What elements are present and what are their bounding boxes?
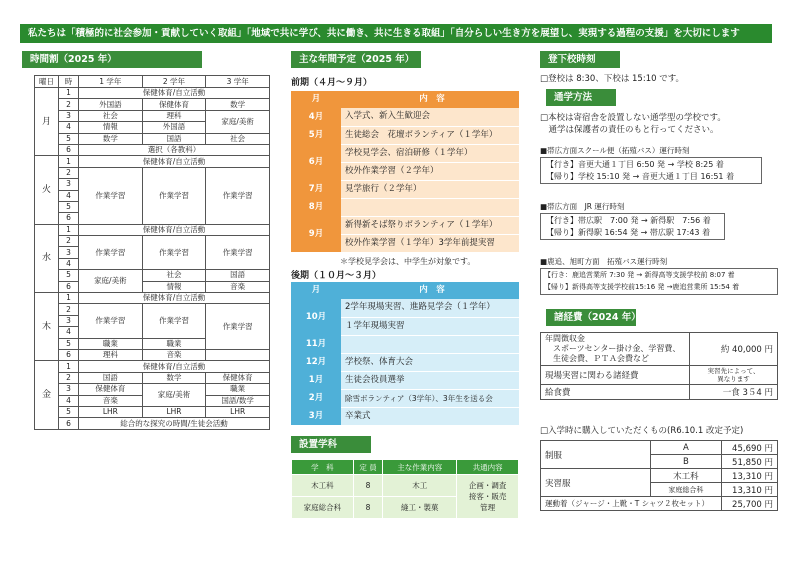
period: 2 xyxy=(59,236,79,247)
plan-item: 新得新そば祭りボランティア（１学年） xyxy=(341,216,519,234)
plan-item: １学年現場実習 xyxy=(341,317,519,335)
period: 2 xyxy=(59,304,79,315)
month: 11月 xyxy=(291,335,341,353)
month: 7月 xyxy=(291,180,341,198)
period: 5 xyxy=(59,201,79,212)
cell: 音楽 xyxy=(206,281,270,292)
header-grade2: 2 学年 xyxy=(142,76,206,88)
fees-title: 諸経費（2024 年） xyxy=(546,309,636,326)
cell: 作業学習 xyxy=(142,236,206,270)
cell: 国語 xyxy=(206,270,270,281)
cell: 保健体育/自立活動 xyxy=(79,88,270,99)
content-header: 内 容 xyxy=(341,282,519,299)
period: 3 xyxy=(59,247,79,258)
bus1-box xyxy=(540,157,762,184)
uniform-a-price: 45,690 円 xyxy=(721,441,777,455)
period: 6 xyxy=(59,349,79,360)
cell: 数学 xyxy=(206,99,270,110)
cell: 作業学習 xyxy=(206,167,270,224)
cell: 社会 xyxy=(79,110,143,121)
workwear-1: 木工科 xyxy=(651,469,722,483)
subj-header: 主な作業内容 xyxy=(383,460,457,475)
cell: 家庭/美術 xyxy=(206,110,270,133)
day-tue: 火 xyxy=(35,156,59,224)
school-times: □登校は 8:30、下校は 15:10 です。 xyxy=(540,74,685,84)
cell: 作業学習 xyxy=(79,167,143,224)
cell: LHR xyxy=(206,406,270,417)
period: 1 xyxy=(59,156,79,167)
cell: 作業学習 xyxy=(79,236,143,270)
plan-early xyxy=(291,91,519,253)
plan-item: 2学年現場実習、進路見学会（１学年） xyxy=(341,299,519,317)
cell: 理科 xyxy=(79,349,143,360)
cell: 音楽 xyxy=(79,395,143,406)
cell: 保健体育 xyxy=(206,372,270,383)
buy-table xyxy=(540,440,778,511)
month: 2月 xyxy=(291,389,341,407)
period: 1 xyxy=(59,224,79,235)
bus2-go: 【行き】帯広駅 7:00 発 → 新得駅 7:56 着 xyxy=(546,216,711,225)
commute-title: 通学方法 xyxy=(546,89,616,106)
month-header: 月 xyxy=(291,91,341,108)
cell xyxy=(206,349,270,360)
bus3-go: 【行き：鹿追営業所 7:30 発 → 新得高等支援学校前 8:07 着 xyxy=(544,271,735,279)
bus2-back: 【帰り】新得駅 16:54 発 → 帯広駅 17:43 着 xyxy=(546,227,711,237)
cell: 理科 xyxy=(142,110,206,121)
period: 2 xyxy=(59,372,79,383)
period: 6 xyxy=(59,281,79,292)
cell: 作業学習 xyxy=(142,304,206,338)
period: 3 xyxy=(59,110,79,121)
day-wed: 水 xyxy=(35,224,59,292)
commute-1: □本校は寄宿舎を設置しない通学型の学校です。 xyxy=(540,113,726,123)
month: 6月 xyxy=(291,144,341,180)
plan-title: 主な年間予定（2025 年） xyxy=(291,51,421,68)
bus1-back: 【帰り】学校 15:10 発 → 音更大通１丁目 16:51 着 xyxy=(546,171,735,181)
plan-item xyxy=(341,198,519,216)
subjects-table xyxy=(291,459,519,519)
cell: 情報 xyxy=(79,122,143,133)
cell: 数学 xyxy=(79,133,143,144)
subj-work: 木工 xyxy=(383,475,457,497)
early-title: 前期（４月～９月） xyxy=(291,78,373,88)
fee-label: 給食費 xyxy=(541,385,690,400)
period: 3 xyxy=(59,179,79,190)
cell: 家庭/美術 xyxy=(142,384,206,407)
cell: 作業学習 xyxy=(206,304,270,350)
period: 4 xyxy=(59,122,79,133)
period: 4 xyxy=(59,395,79,406)
subj-name: 木工科 xyxy=(292,475,354,497)
subj-header: 定 員 xyxy=(353,460,383,475)
header-grade3: 3 学年 xyxy=(206,76,270,88)
header-grade1: 1 学年 xyxy=(79,76,143,88)
plan-item xyxy=(341,335,519,353)
school-title: 登下校時刻 xyxy=(540,51,620,68)
plan-item: 校外作業学習（２学年） xyxy=(341,162,519,180)
cell: 保健体育/自立活動 xyxy=(79,224,270,235)
period: 1 xyxy=(59,88,79,99)
cell: 社会 xyxy=(206,133,270,144)
cell: 職業 xyxy=(142,338,206,349)
cell: 保健体育/自立活動 xyxy=(79,361,270,372)
period: 6 xyxy=(59,213,79,224)
commute-2: 通学は保護者の責任のもと行ってください。 xyxy=(540,125,719,135)
plan-item: 学校見学会、宿泊研修（１学年） xyxy=(341,144,519,162)
period: 5 xyxy=(59,270,79,281)
cell: 選択（各教科） xyxy=(79,144,270,155)
buy-title: □入学時に購入していただくもの(R6.10.1 改定予定) xyxy=(540,426,744,436)
month: 1月 xyxy=(291,371,341,389)
cell: 保健体育/自立活動 xyxy=(79,293,270,304)
fee-value: 実習先によって、 異なります xyxy=(690,366,778,385)
period: 5 xyxy=(59,133,79,144)
cell: 作業学習 xyxy=(206,236,270,270)
workwear-1-price: 13,310 円 xyxy=(721,469,777,483)
bus3-back: 【帰り】新得高等支援学校前15:16 発 →鹿追営業所 15:54 着 xyxy=(544,282,740,291)
bus1-title: ■帯広方面スクール便（拓殖バス）運行時刻 xyxy=(540,146,690,155)
cell: 作業学習 xyxy=(142,167,206,224)
timetable-title: 時間割（2025 年） xyxy=(22,51,202,68)
month: 10月 xyxy=(291,299,341,335)
cell: LHR xyxy=(142,406,206,417)
month: 12月 xyxy=(291,353,341,371)
plan-late xyxy=(291,282,519,426)
cell: 情報 xyxy=(142,281,206,292)
cell: 音楽 xyxy=(142,349,206,360)
bus1-go: 【行き】音更大通１丁目 6:50 発 → 学校 8:25 着 xyxy=(546,160,724,169)
subj-cap: 8 xyxy=(353,475,383,497)
uniform-label: 制服 xyxy=(541,441,651,469)
cell: 保健体育 xyxy=(79,384,143,395)
subj-header: 共通内容 xyxy=(457,460,519,475)
cell: 外国語 xyxy=(142,122,206,133)
cell: 保健体育/自立活動 xyxy=(79,156,270,167)
cell: 国語 xyxy=(79,372,143,383)
day-fri: 金 xyxy=(35,361,59,429)
month: 8月 xyxy=(291,198,341,216)
header-day: 曜日 xyxy=(35,76,59,88)
period: 5 xyxy=(59,338,79,349)
header-period: 時 xyxy=(59,76,79,88)
uniform-b: B xyxy=(651,455,722,469)
uniform-a: A xyxy=(651,441,722,455)
plan-item: 生徒会役員選挙 xyxy=(341,371,519,389)
cell: 外国語 xyxy=(79,99,143,110)
plan-note: ＊学校見学会は、中学生が対象です。 xyxy=(340,257,476,266)
bus2-box xyxy=(540,213,725,240)
workwear-2-price: 13,310 円 xyxy=(721,483,777,497)
plan-item: 卒業式 xyxy=(341,407,519,425)
period: 4 xyxy=(59,327,79,338)
late-title: 後期（１０月～３月） xyxy=(291,271,382,281)
month: 9月 xyxy=(291,216,341,252)
subjects-title: 設置学科 xyxy=(291,436,371,453)
banner: 私たちは「積極的に社会参加・貢献していく取組」「地域で共に学び、共に働き、共に生きる取組」「自分らしい生き方を展望し、実現する過程の支援」を大切にします xyxy=(20,24,772,43)
plan-item: 見学旅行（２学年） xyxy=(341,180,519,198)
period: 6 xyxy=(59,144,79,155)
plan-item: 生徒総会 花壇ボランティア（１学年） xyxy=(341,126,519,144)
period: 5 xyxy=(59,406,79,417)
plan-item: 校外作業学習（１学年）3学年前提実習 xyxy=(341,234,519,252)
fee-value: 約 40,000 円 xyxy=(690,333,778,366)
month: 4月 xyxy=(291,108,341,126)
period: 6 xyxy=(59,418,79,429)
fees-table xyxy=(540,332,778,400)
cell: 職業 xyxy=(79,338,143,349)
period: 1 xyxy=(59,293,79,304)
subj-cap: 8 xyxy=(353,497,383,519)
period: 2 xyxy=(59,99,79,110)
month: 5月 xyxy=(291,126,341,144)
cell: 作業学習 xyxy=(79,304,143,338)
subj-header: 学 科 xyxy=(292,460,354,475)
period: 4 xyxy=(59,190,79,201)
content-header: 内 容 xyxy=(341,91,519,108)
plan-item: 学校祭、体育大会 xyxy=(341,353,519,371)
day-thu: 木 xyxy=(35,293,59,361)
plan-item: 除雪ボランティア（3学年）、3年生を送る会 xyxy=(341,389,519,407)
cell: LHR xyxy=(79,406,143,417)
subj-work: 縫工・製菓 xyxy=(383,497,457,519)
fee-label: 現場実習に関わる諸経費 xyxy=(541,366,690,385)
subj-name: 家庭総合科 xyxy=(292,497,354,519)
month-header: 月 xyxy=(291,282,341,299)
uniform-b-price: 51,850 円 xyxy=(721,455,777,469)
period: 2 xyxy=(59,167,79,178)
period: 1 xyxy=(59,361,79,372)
plan-item: 入学式、新入生歓迎会 xyxy=(341,108,519,126)
sportswear-label: 運動着（ジャージ・上靴・T シャツ２枚セット） xyxy=(541,497,722,511)
cell: 国語 xyxy=(142,133,206,144)
day-mon: 月 xyxy=(35,88,59,156)
fee-label: 年間徴収金 スポーツセンター掛け金、学習費、 生徒会費、ＰＴＡ会費など xyxy=(541,333,690,366)
cell: 総合的な探究の時間/生徒会活動 xyxy=(79,418,270,429)
cell: 数学 xyxy=(142,372,206,383)
sportswear-price: 25,700 円 xyxy=(721,497,777,511)
bus2-title: ■帯広方面 JR 運行時刻 xyxy=(540,202,625,211)
cell: 国語/数学 xyxy=(206,395,270,406)
month: 3月 xyxy=(291,407,341,425)
workwear-2: 家庭総合科 xyxy=(651,483,722,497)
subj-common: 企画・調査 接客・販売 管理 xyxy=(457,475,519,519)
cell: 社会 xyxy=(142,270,206,281)
cell: 職業 xyxy=(206,384,270,395)
period: 4 xyxy=(59,258,79,269)
cell: 保健体育 xyxy=(142,99,206,110)
cell: 家庭/美術 xyxy=(79,270,143,293)
timetable xyxy=(34,75,270,430)
workwear-label: 実習服 xyxy=(541,469,651,497)
bus3-box xyxy=(540,268,778,295)
period: 3 xyxy=(59,384,79,395)
bus3-title: ■鹿追、旭町方面 拓殖バス運行時刻 xyxy=(540,257,668,266)
fee-value: 一食 3５4 円 xyxy=(690,385,778,400)
period: 3 xyxy=(59,315,79,326)
